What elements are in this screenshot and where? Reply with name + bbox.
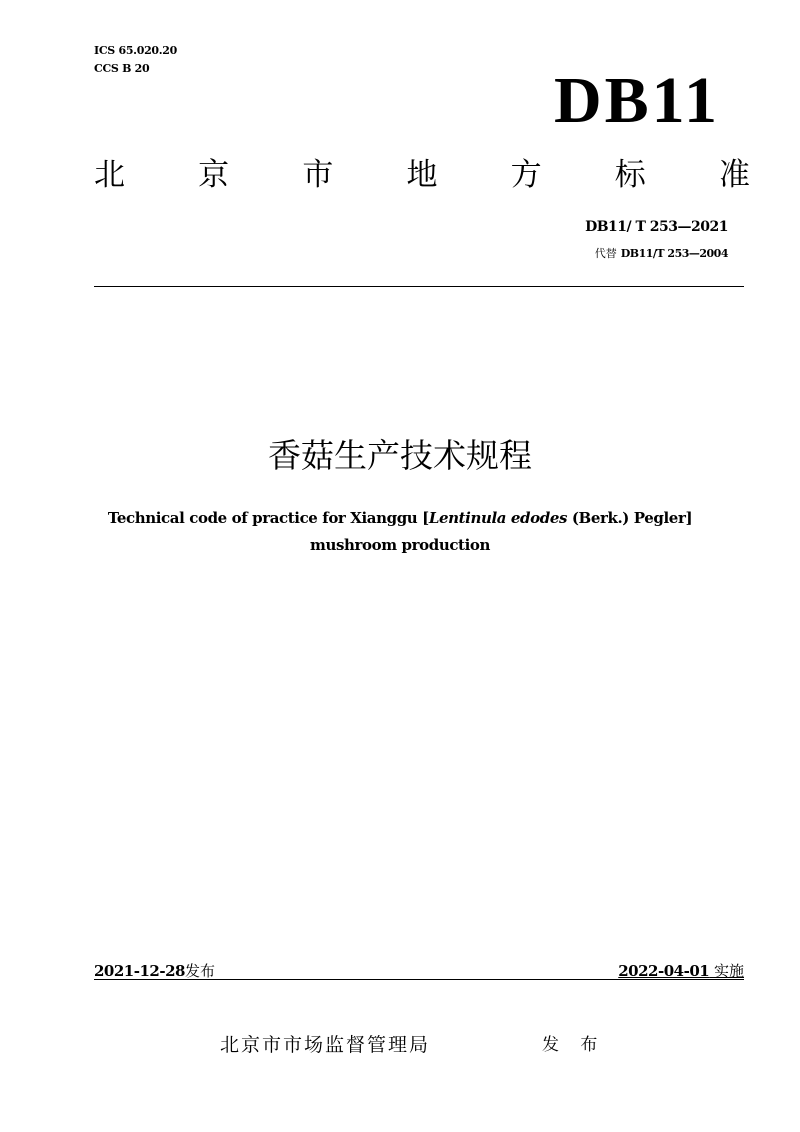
title-english-line2: mushroom production [310, 536, 490, 554]
impl-date-label: 实施 [713, 962, 744, 980]
impl-date-value: 2022-04-01 [618, 962, 710, 980]
header-divider [94, 286, 744, 287]
title-chinese: 香菇生产技术规程 [268, 436, 532, 475]
footer-divider [94, 979, 744, 980]
standard-type-char: 北 [94, 157, 125, 193]
replace-label: 代替 [594, 247, 617, 260]
standard-type-char: 准 [718, 157, 750, 193]
implementation-date [618, 960, 744, 981]
standard-logo: DB11 [553, 64, 720, 137]
issue-date [94, 960, 215, 981]
replace-value: DB11/T 253—2004 [620, 247, 728, 260]
title-english-line1 [40, 505, 760, 532]
replaced-standard [595, 245, 728, 261]
issue-date-label: 发布 [184, 962, 215, 980]
title-english [40, 505, 760, 559]
ics-code: ICS 65.020.20 [94, 44, 178, 57]
standard-type-char: 地 [406, 157, 438, 193]
issuing-authority: 北京市市场监督管理局 [220, 1034, 431, 1056]
standard-type-char: 标 [614, 157, 646, 193]
title-english-part: (Berk.) Pegler] [567, 509, 693, 527]
issue-date-value: 2021-12-28 [94, 962, 185, 980]
issuing-action: 发 布 [542, 1035, 606, 1055]
classification-codes [94, 42, 177, 78]
standard-type-title [94, 155, 750, 195]
ccs-code: CCS B 20 [94, 62, 150, 75]
title-english-scientific-name: Lentinula edodes [428, 509, 568, 527]
standard-type-char: 京 [198, 157, 230, 193]
standard-type-char: 方 [510, 157, 542, 193]
standard-type-char: 市 [302, 157, 334, 193]
title-english-part: Technical code of practice for Xianggu [ [107, 509, 429, 527]
standard-number: DB11/ T 253—2021 [585, 219, 728, 235]
